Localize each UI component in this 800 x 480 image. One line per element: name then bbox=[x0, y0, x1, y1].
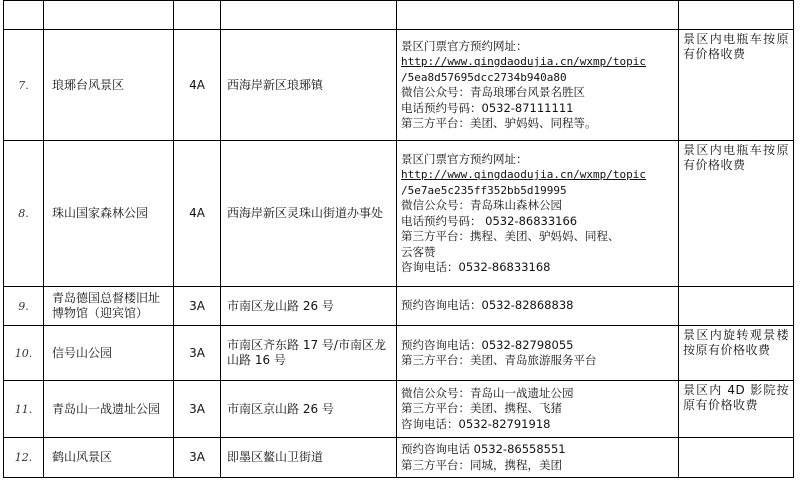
table-row bbox=[4, 30, 794, 141]
scenic-name: 青岛德国总督楼旧址博物馆（迎宾馆） bbox=[44, 287, 174, 326]
fee-note bbox=[679, 438, 794, 478]
fee-note: 景区内 4D 影院按原有价格收费 bbox=[679, 381, 794, 438]
info-line: 电话预约号码： 0532-86833166 bbox=[401, 213, 578, 228]
booking-info bbox=[397, 30, 679, 141]
info-line: 第三方平台：同城，携程，美团 bbox=[401, 457, 562, 472]
info-line: 预约咨询电话：0532-82798055 bbox=[401, 337, 574, 352]
table-row bbox=[4, 381, 794, 438]
info-line: 咨询电话：0532-86833168 bbox=[401, 260, 551, 274]
row-number: 10. bbox=[4, 326, 44, 381]
scenic-name: 鹤山风景区 bbox=[44, 438, 174, 478]
scenic-address: 即墨区鳌山卫街道 bbox=[221, 438, 397, 478]
booking-url[interactable]: http://www.qingdaodujia.cn/wxmp/topic bbox=[401, 55, 647, 68]
info-line: 云客赞 bbox=[401, 244, 436, 259]
booking-info bbox=[397, 326, 679, 381]
scenic-level: 4A bbox=[174, 30, 221, 141]
table-row bbox=[4, 326, 794, 381]
scenic-name: 珠山国家森林公园 bbox=[44, 141, 174, 287]
row-number: 12. bbox=[4, 438, 44, 478]
table-row bbox=[4, 1, 794, 30]
booking-url[interactable]: http://www.qingdaodujia.cn/wxmp/topic bbox=[401, 168, 647, 181]
scenic-address: 西海岸新区琅琊镇 bbox=[221, 30, 397, 141]
scenic-level: 4A bbox=[174, 141, 221, 287]
info-line: 咨询电话：0532-82791918 bbox=[401, 416, 551, 431]
info-line: 第三方平台：美团、驴妈妈、同程等。 bbox=[401, 116, 597, 130]
table-cell bbox=[679, 1, 794, 30]
row-number: 11. bbox=[4, 381, 44, 438]
table-cell bbox=[4, 1, 44, 30]
scenic-address: 市南区京山路 26 号 bbox=[221, 381, 397, 438]
scenic-address: 西海岸新区灵珠山街道办事处 bbox=[221, 141, 397, 287]
info-line: 景区门票官方预约网址： bbox=[401, 151, 528, 166]
table-cell bbox=[44, 1, 174, 30]
table-row bbox=[4, 287, 794, 326]
info-line: 微信公众号：青岛山一战遗址公园 bbox=[401, 385, 574, 400]
row-number: 9. bbox=[4, 287, 44, 326]
table-cell bbox=[397, 1, 679, 30]
table-row bbox=[4, 438, 794, 478]
scenic-level: 3A bbox=[174, 287, 221, 326]
fee-note: 景区内旋转观景楼按原有价格收费 bbox=[679, 326, 794, 381]
info-line: 微信公众号：青岛琅琊台风景名胜区 bbox=[401, 85, 585, 99]
scenic-spots-table bbox=[3, 0, 794, 478]
info-line: 微信公众号：青岛珠山森林公园 bbox=[401, 198, 562, 212]
info-line: 景区门票官方预约网址： bbox=[401, 38, 528, 53]
table-cell bbox=[174, 1, 221, 30]
table-row bbox=[4, 141, 794, 287]
booking-url[interactable]: /5ea8d57695dcc2734b940a80 bbox=[401, 70, 567, 84]
table-cell bbox=[221, 1, 397, 30]
booking-info bbox=[397, 381, 679, 438]
info-line: 电话预约号码：0532-87111111 bbox=[401, 100, 574, 115]
info-line: 预约咨询电话 0532-86558551 bbox=[401, 442, 566, 456]
info-line: 第三方平台：美团、青岛旅游服务平台 bbox=[401, 353, 597, 367]
fee-note bbox=[679, 287, 794, 326]
scenic-name: 琅琊台风景区 bbox=[44, 30, 174, 141]
booking-info bbox=[397, 287, 679, 326]
scenic-address: 市南区龙山路 26 号 bbox=[221, 287, 397, 326]
info-line: 预约咨询电话：0532-82868838 bbox=[401, 298, 574, 313]
scenic-level: 3A bbox=[174, 438, 221, 478]
scenic-level: 3A bbox=[174, 326, 221, 381]
fee-note: 景区内电瓶车按原有价格收费 bbox=[679, 141, 794, 287]
scenic-level: 3A bbox=[174, 381, 221, 438]
scenic-name: 青岛山一战遗址公园 bbox=[44, 381, 174, 438]
booking-info bbox=[397, 438, 679, 478]
fee-note: 景区内电瓶车按原有价格收费 bbox=[679, 30, 794, 141]
booking-url[interactable]: /5e7ae5c235ff352bb5d19995 bbox=[401, 183, 567, 197]
info-line: 第三方平台：美团、携程、飞猪 bbox=[401, 401, 562, 416]
scenic-name: 信号山公园 bbox=[44, 326, 174, 381]
booking-info bbox=[397, 141, 679, 287]
info-line: 第三方平台：携程、美团、驴妈妈、同程、 bbox=[401, 229, 620, 243]
row-number: 8. bbox=[4, 141, 44, 287]
row-number: 7. bbox=[4, 30, 44, 141]
scenic-address: 市南区齐东路 17 号/市南区龙山路 16 号 bbox=[221, 326, 397, 381]
